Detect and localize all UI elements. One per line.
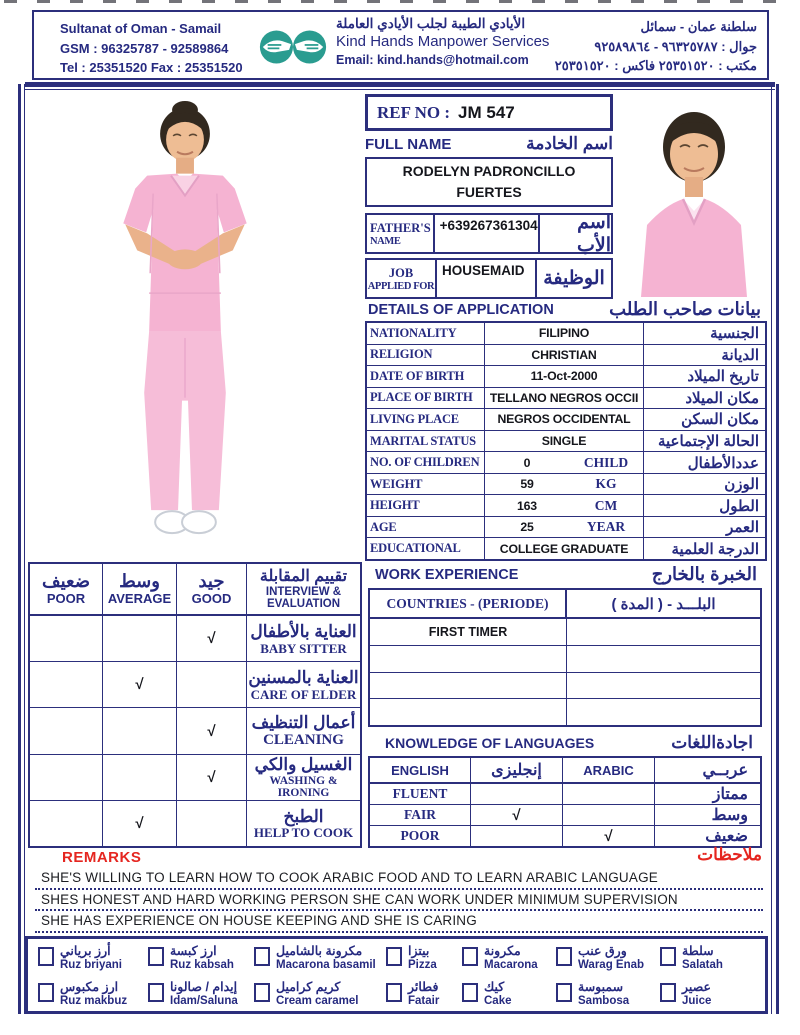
detail-label-ar: الجنسية bbox=[643, 323, 765, 344]
food-label-en: Cake bbox=[484, 994, 512, 1007]
detail-label-ar: الديانة bbox=[643, 345, 765, 366]
work-experience-table bbox=[368, 588, 762, 727]
mobile-numbers-arabic: جوال : ٩٦٣٢٥٧٨٧ - ٩٢٥٨٩٨٦٤ bbox=[594, 38, 757, 54]
remark-line: SHE'S WILLING TO LEARN HOW TO COOK ARABIC FOOD AND TO LEARN ARABIC LANGUAGE bbox=[35, 868, 763, 890]
full-name-label-ar: اسم الخادمة bbox=[526, 134, 613, 153]
checkbox[interactable] bbox=[148, 983, 164, 1002]
level-label-ar: ممتاز bbox=[654, 784, 760, 804]
evaluation-row-baby-sitter bbox=[30, 616, 360, 661]
poor-checkmark bbox=[30, 708, 102, 753]
skill-label-ar: الطبخ bbox=[283, 806, 324, 826]
work-experience-period bbox=[567, 673, 760, 699]
work-experience-entry bbox=[370, 699, 567, 725]
agency-name-arabic: الأيادي الطيبة لجلب الأيادي العاملة bbox=[336, 16, 526, 31]
office-location: Sultanat of Oman - Samail bbox=[60, 21, 222, 36]
skill-label-cell bbox=[246, 708, 360, 753]
applicant-portrait-photo bbox=[627, 95, 763, 297]
food-item-warag-enab bbox=[556, 942, 660, 978]
job-applied-value: HOUSEMAID bbox=[437, 260, 537, 297]
food-label-ar: أرز برياني bbox=[60, 944, 111, 958]
languages-title-en: KNOWLEDGE OF LANGUAGES bbox=[385, 735, 595, 751]
food-item-cake bbox=[462, 978, 556, 1014]
job-applied-label-ar: الوظيفة bbox=[543, 268, 605, 289]
poor-checkmark bbox=[30, 801, 102, 846]
poor-column-header bbox=[30, 564, 102, 614]
food-skills-checklist bbox=[25, 936, 768, 1014]
evaluation-title-en2: EVALUATION bbox=[266, 597, 341, 610]
fathers-name-label bbox=[367, 215, 435, 252]
food-label-en: Ruz kabsah bbox=[170, 958, 234, 971]
skill-label-cell bbox=[246, 801, 360, 846]
food-label-en: Ruz makbuz bbox=[60, 994, 128, 1007]
food-label-en: Salatah bbox=[682, 958, 723, 971]
evaluation-row-care-of-elder bbox=[30, 661, 360, 707]
detail-value-cell bbox=[485, 538, 643, 559]
average-checkmark: √ bbox=[102, 662, 176, 707]
skill-label-cell bbox=[246, 755, 360, 800]
tel-fax-numbers: Tel : 25351520 Fax : 25351520 bbox=[60, 60, 243, 75]
checkbox[interactable] bbox=[148, 947, 164, 966]
languages-header-row bbox=[370, 758, 760, 784]
skill-label-ar: الغسيل والكي bbox=[254, 755, 353, 775]
kind-hands-logo-icon bbox=[256, 27, 330, 67]
food-label-en: Pizza bbox=[408, 958, 437, 971]
average-column-header bbox=[102, 564, 176, 614]
food-label-ar: كريم كراميل bbox=[276, 980, 341, 994]
work-experience-title-ar: الخبرة بالخارج bbox=[651, 564, 757, 584]
agency-email: Email: kind.hands@hotmail.com bbox=[336, 52, 529, 67]
evaluation-row-washing-ironing bbox=[30, 754, 360, 800]
detail-value: 0 bbox=[523, 455, 531, 470]
food-item-macarona-basamil bbox=[254, 942, 386, 978]
detail-label-ar: الحالة الإجتماعية bbox=[643, 431, 765, 452]
evaluation-row-help-to-cook bbox=[30, 800, 360, 846]
level-label-ar: ضعيف bbox=[654, 826, 760, 846]
applicant-full-body-photo bbox=[85, 94, 285, 552]
average-header-ar: وسط bbox=[119, 571, 160, 592]
good-checkmark: √ bbox=[176, 616, 246, 661]
food-label-ar: سمبوسة bbox=[578, 980, 624, 994]
arabic-checkmark bbox=[562, 784, 654, 804]
details-title-ar: بيانات صاحب الطلب bbox=[609, 299, 761, 319]
food-label-ar: ورق عنب bbox=[578, 944, 627, 958]
detail-label: NATIONALITY bbox=[367, 323, 485, 344]
detail-label: PLACE OF BIRTH bbox=[367, 388, 485, 409]
english-column-header-ar: إنجليزى bbox=[470, 758, 562, 782]
detail-value: 59 bbox=[520, 477, 534, 492]
poor-header-ar: ضعيف bbox=[41, 571, 91, 592]
details-section-title bbox=[368, 299, 765, 320]
page-frame-left bbox=[18, 84, 21, 1014]
arabic-column-header-ar: عربــي bbox=[654, 758, 760, 782]
detail-value-cell bbox=[485, 431, 643, 452]
page-frame-right bbox=[776, 84, 779, 1014]
remark-line: SHE HAS EXPERIENCE ON HOUSE KEEPING AND SHE IS CARING bbox=[35, 911, 763, 933]
gsm-numbers: GSM : 96325787 - 92589864 bbox=[60, 40, 229, 56]
food-label-en: Sambosa bbox=[578, 994, 630, 1007]
detail-label: NO. OF CHILDREN bbox=[367, 452, 485, 473]
food-label-en: Cream caramel bbox=[276, 994, 359, 1007]
details-row-religion bbox=[367, 344, 765, 366]
english-checkmark: √ bbox=[470, 805, 562, 825]
ref-no-label: REF NO : bbox=[377, 102, 451, 122]
good-column-header bbox=[176, 564, 246, 614]
detail-value: FILIPINO bbox=[538, 326, 590, 341]
detail-label-ar: مكان السكن bbox=[643, 409, 765, 430]
details-title-en: DETAILS OF APPLICATION bbox=[368, 301, 554, 318]
level-label-en: FAIR bbox=[404, 807, 436, 822]
details-row-date-of-birth bbox=[367, 365, 765, 387]
checkbox[interactable] bbox=[386, 983, 402, 1002]
fathers-name-label-line2: NAME bbox=[370, 235, 401, 247]
food-label-en: Ruz briyani bbox=[60, 958, 122, 971]
checkbox[interactable] bbox=[660, 947, 676, 966]
agency-contact-left bbox=[60, 19, 243, 78]
detail-label: DATE OF BIRTH bbox=[367, 366, 485, 387]
details-row-nationality bbox=[367, 323, 765, 344]
detail-label: HEIGHT bbox=[367, 495, 485, 516]
food-item-pizza bbox=[386, 942, 462, 978]
office-location-arabic: سلطنة عمان - سمائل bbox=[640, 19, 757, 34]
checkbox[interactable] bbox=[38, 983, 54, 1002]
detail-label-ar: الدرجة العلمية bbox=[643, 538, 765, 559]
skill-label-ar: أعمال التنظيف bbox=[251, 713, 356, 733]
work-experience-entry bbox=[370, 646, 567, 672]
poor-checkmark bbox=[30, 662, 102, 707]
details-row-children bbox=[367, 451, 765, 473]
detail-value-cell bbox=[485, 517, 643, 538]
detail-value-cell bbox=[485, 409, 643, 430]
evaluation-header-row bbox=[30, 564, 360, 616]
work-experience-period bbox=[567, 699, 760, 725]
detail-value: COLLEGE GRADUATE bbox=[499, 541, 629, 556]
office-fax-arabic: مكتب : ٢٥٣٥١٥٢٠ فاكس : ٢٥٣٥١٥٢٠ bbox=[554, 58, 757, 73]
detail-value: CHRISTIAN bbox=[531, 347, 597, 362]
remarks-title: REMARKS bbox=[62, 849, 142, 866]
details-row-living-place bbox=[367, 408, 765, 430]
average-checkmark bbox=[102, 708, 176, 753]
detail-label: AGE bbox=[367, 517, 485, 538]
food-label-ar: مكرونة بالشاميل bbox=[276, 944, 363, 958]
level-label-en: FLUENT bbox=[392, 786, 448, 801]
work-experience-row bbox=[370, 619, 760, 645]
detail-value: 11-Oct-2000 bbox=[530, 369, 598, 384]
work-experience-header bbox=[370, 590, 760, 619]
detail-unit: CM bbox=[594, 497, 618, 513]
detail-label: RELIGION bbox=[367, 345, 485, 366]
checkbox[interactable] bbox=[254, 983, 270, 1002]
languages-title-ar: اجادةاللغات bbox=[671, 733, 753, 752]
checkbox[interactable] bbox=[462, 947, 478, 966]
detail-value-cell bbox=[485, 495, 643, 516]
average-checkmark: √ bbox=[102, 801, 176, 846]
detail-label: WEIGHT bbox=[367, 474, 485, 495]
full-name-value: RODELYN PADRONCILLO FUERTES bbox=[365, 157, 613, 207]
food-label-ar: إيدام / صالونا bbox=[170, 980, 238, 994]
food-item-ruz-makbuz bbox=[38, 978, 148, 1014]
arabic-checkmark bbox=[562, 805, 654, 825]
detail-label: EDUCATIONAL bbox=[367, 538, 485, 559]
skill-label-en: CLEANING bbox=[263, 731, 344, 748]
checkbox[interactable] bbox=[556, 983, 572, 1002]
level-label-ar: وسط bbox=[654, 805, 760, 825]
fathers-name-box bbox=[365, 213, 613, 254]
work-experience-title-en: WORK EXPERIENCE bbox=[375, 566, 519, 583]
average-header-en: AVERAGE bbox=[107, 591, 172, 607]
average-checkmark bbox=[102, 755, 176, 800]
countries-period-header-en: COUNTRIES - (PERIODE) bbox=[370, 590, 567, 617]
languages-section-title bbox=[385, 733, 757, 753]
detail-value: NEGROS OCCIDENTAL bbox=[497, 412, 631, 427]
detail-unit: YEAR bbox=[586, 519, 626, 535]
header-divider-thin bbox=[25, 89, 775, 90]
skill-label-cell bbox=[246, 616, 360, 661]
detail-value: TELLANO NEGROS OCCII bbox=[489, 390, 639, 405]
food-label-en: Macarona basamil bbox=[276, 958, 376, 971]
detail-value-cell bbox=[485, 366, 643, 387]
language-level-row-poor bbox=[370, 825, 760, 846]
english-column-header: ENGLISH bbox=[391, 762, 449, 778]
page-frame-right-inner bbox=[771, 84, 772, 1014]
checkbox[interactable] bbox=[462, 983, 478, 1002]
work-experience-period bbox=[567, 646, 760, 672]
job-label-line1: JOB bbox=[388, 265, 414, 280]
food-label-en: Macarona bbox=[484, 958, 538, 971]
english-checkmark bbox=[470, 784, 562, 804]
detail-label-ar: عددالأطفال bbox=[643, 452, 765, 473]
skill-label-ar: العناية بالأطفال bbox=[250, 622, 357, 641]
details-row-educational bbox=[367, 537, 765, 559]
food-label-en: Fatair bbox=[408, 994, 440, 1007]
fathers-name-label-line1: FATHER'S bbox=[370, 220, 431, 235]
poor-header-en: POOR bbox=[46, 591, 86, 607]
detail-label-ar: العمر bbox=[643, 517, 765, 538]
checkbox[interactable] bbox=[556, 947, 572, 966]
poor-checkmark bbox=[30, 616, 102, 661]
checkbox[interactable] bbox=[254, 947, 270, 966]
work-experience-row bbox=[370, 672, 760, 699]
skill-label-cell bbox=[246, 662, 360, 707]
countries-period-header-ar: البلـــد - ( المدة ) bbox=[611, 595, 716, 613]
detail-value: 163 bbox=[517, 498, 537, 513]
food-label-ar: بيتزا bbox=[408, 944, 430, 958]
detail-label: MARITAL STATUS bbox=[367, 431, 485, 452]
ref-no-box bbox=[365, 94, 613, 131]
work-experience-row bbox=[370, 645, 760, 672]
interview-evaluation-table bbox=[28, 562, 362, 848]
checkbox[interactable] bbox=[660, 983, 676, 1002]
detail-value-cell bbox=[485, 388, 643, 409]
detail-value: SINGLE bbox=[541, 434, 587, 448]
details-row-marital-status bbox=[367, 430, 765, 452]
languages-table bbox=[368, 756, 762, 848]
remarks-title-ar: ملاحظات bbox=[697, 845, 762, 864]
food-label-en: Juice bbox=[682, 994, 712, 1007]
agency-header bbox=[32, 10, 769, 80]
food-item-ruz-briyani bbox=[38, 942, 148, 978]
work-experience-row bbox=[370, 698, 760, 725]
detail-label-ar: تاريخ الميلاد bbox=[643, 366, 765, 387]
food-label-ar: مكرونة bbox=[484, 944, 521, 958]
good-checkmark bbox=[176, 662, 246, 707]
food-label-ar: ارز مكبوس bbox=[60, 980, 119, 994]
food-grid bbox=[38, 942, 758, 1014]
detail-value: 25 bbox=[520, 520, 534, 535]
scan-artifact bbox=[4, 0, 796, 3]
detail-value-cell bbox=[485, 323, 643, 344]
food-item-macarona bbox=[462, 942, 556, 978]
food-item-juice bbox=[660, 978, 758, 1014]
remark-line: SHES HONEST AND HARD WORKING PERSON SHE CAN WORK UNDER MINIMUM SUPERVISION bbox=[35, 890, 763, 912]
full-name-label-en: FULL NAME bbox=[365, 135, 452, 153]
work-experience-period bbox=[567, 619, 760, 645]
evaluation-title-cell bbox=[246, 564, 360, 614]
good-header-ar: جيد bbox=[198, 571, 225, 592]
detail-value-cell bbox=[485, 345, 643, 366]
evaluation-row-cleaning bbox=[30, 707, 360, 753]
food-label-ar: سلطة bbox=[682, 944, 714, 958]
good-checkmark bbox=[176, 801, 246, 846]
food-label-en: Warag Enab bbox=[578, 958, 645, 971]
checkbox[interactable] bbox=[386, 947, 402, 966]
fathers-name-label-ar: اسم الأب bbox=[576, 211, 611, 256]
header-divider bbox=[25, 82, 775, 87]
skill-label-en: WASHING & IRONING bbox=[269, 774, 338, 799]
details-row-height bbox=[367, 494, 765, 516]
detail-unit: KG bbox=[595, 476, 617, 492]
food-label-en: Idam/Saluna bbox=[170, 994, 238, 1007]
detail-unit: CHILD bbox=[583, 454, 629, 470]
agency-contact-arabic bbox=[529, 17, 757, 76]
food-item-ruz-kabsah bbox=[148, 942, 254, 978]
level-label-en: POOR bbox=[400, 828, 440, 843]
average-checkmark bbox=[102, 616, 176, 661]
fathers-name-value: +639267361304 bbox=[435, 215, 540, 252]
evaluation-title-en1: INTERVIEW & bbox=[265, 585, 342, 598]
agency-name-english: Kind Hands Manpower Services bbox=[336, 32, 550, 50]
ref-no-value: JM 547 bbox=[458, 102, 515, 122]
detail-value-cell bbox=[485, 452, 643, 473]
detail-label-ar: مكان الميلاد bbox=[643, 388, 765, 409]
detail-label: LIVING PLACE bbox=[367, 409, 485, 430]
poor-checkmark bbox=[30, 755, 102, 800]
food-item-idam-saluna bbox=[148, 978, 254, 1014]
food-label-ar: عصير bbox=[682, 980, 711, 994]
page-frame-left-inner bbox=[24, 84, 25, 1014]
work-experience-entry bbox=[370, 673, 567, 699]
arabic-checkmark: √ bbox=[562, 826, 654, 846]
details-row-weight bbox=[367, 473, 765, 495]
job-applied-label bbox=[367, 260, 437, 297]
food-item-cream-caramel bbox=[254, 978, 386, 1014]
language-level-row-fluent bbox=[370, 784, 760, 804]
food-item-fatair bbox=[386, 978, 462, 1014]
remarks-section bbox=[35, 868, 763, 933]
food-label-ar: كيك bbox=[484, 980, 505, 994]
english-checkmark bbox=[470, 826, 562, 846]
detail-label-ar: الطول bbox=[643, 495, 765, 516]
detail-value-cell bbox=[485, 474, 643, 495]
food-item-sambosa bbox=[556, 978, 660, 1014]
job-applied-box bbox=[365, 258, 613, 299]
skill-label-en: CARE OF ELDER bbox=[250, 686, 357, 702]
work-experience-entry: FIRST TIMER bbox=[370, 619, 567, 645]
good-header-en: GOOD bbox=[191, 591, 232, 607]
skill-label-en: HELP TO COOK bbox=[253, 825, 354, 841]
arabic-column-header: ARABIC bbox=[562, 758, 654, 782]
details-row-age bbox=[367, 516, 765, 538]
full-name-labels bbox=[365, 134, 613, 154]
checkbox[interactable] bbox=[38, 947, 54, 966]
evaluation-title-ar: تقييم المقابلة bbox=[259, 568, 348, 586]
details-row-place-of-birth bbox=[367, 387, 765, 409]
job-label-line2: APPLIED FOR bbox=[367, 280, 435, 292]
food-item-salatah bbox=[660, 942, 758, 978]
good-checkmark: √ bbox=[176, 755, 246, 800]
food-label-ar: فطائر bbox=[408, 980, 439, 994]
food-label-ar: ارز كبسة bbox=[170, 944, 217, 958]
good-checkmark: √ bbox=[176, 708, 246, 753]
language-level-row-fair bbox=[370, 804, 760, 825]
work-experience-title bbox=[375, 564, 763, 585]
skill-label-ar: العناية بالمسنين bbox=[248, 668, 359, 688]
skill-label-en: BABY SITTER bbox=[260, 640, 347, 656]
details-table bbox=[365, 321, 767, 561]
detail-label-ar: الوزن bbox=[643, 474, 765, 495]
